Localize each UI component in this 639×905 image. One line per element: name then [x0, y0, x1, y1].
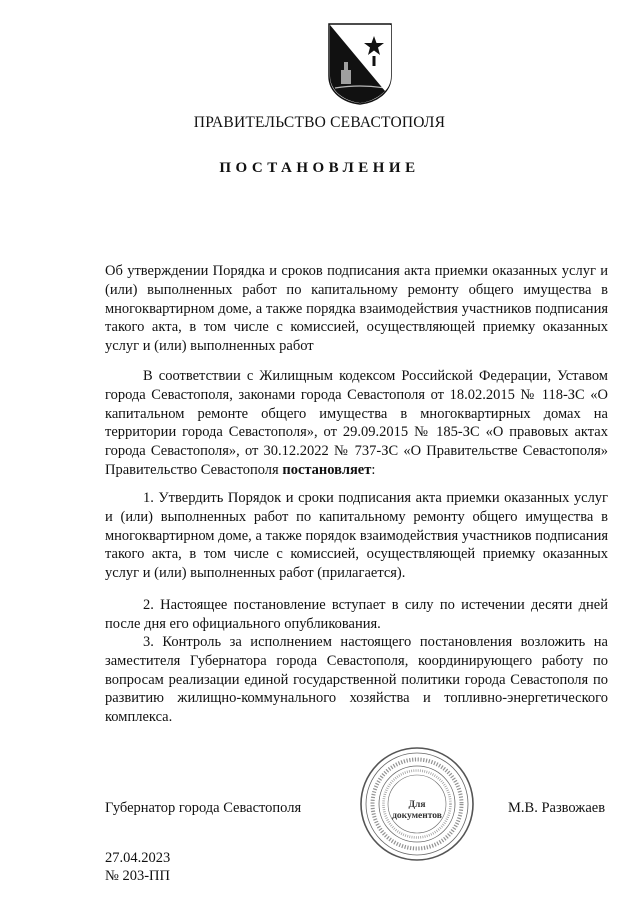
preamble-text: В соответствии с Жилищным кодексом Российской Федерации, Уставом города Севастополя, законами города Севастополя от 18.02.2015 № 118-ЗС «О капитальном ремонте общего имущества в многоквартирных домах на территории города Севастополя», от 29.09.2015 № 185-ЗС «О правовых актах города Севастополя», от 30.12.2022 № 737-ЗС «О Правительстве Севастополя» Правительство Севастополя	[105, 368, 608, 478]
resolution-item-1: 1. Утвердить Порядок и сроки подписания акта приемки оказанных услуг и (или) выполненных работ по капитальному ремонту общего имущества в многоквартирном доме, а также порядок взаимодействия участников подписания такого акта, в том числе с комиссией, осуществляющей приемку оказанных услуг и (или) выполненных работ (прилагается).	[105, 490, 608, 582]
document-preamble	[105, 367, 608, 480]
resolution-item-3: 3. Контроль за исполнением настоящего постановления возложить на заместителя Губернатора города Севастополя, координирующего работу по вопросам реализации единой государственной политики города Севастополя по развитию жилищно-коммунального хозяйства и топливно-энергетического комплекса.	[105, 634, 608, 726]
signer-name: М.В. Развожаев	[508, 800, 606, 816]
document-type-heading: ПОСТАНОВЛЕНИЕ	[219, 160, 420, 176]
document-subject: Об утверждении Порядка и сроков подписания акта приемки оказанных услуг и (или) выполненных работ по капитальному ремонту общего имущества в многоквартирном доме, а также порядка взаимодействия участников подписания такого акта, в том числе с комиссией, осуществляющей приемку оказанных услуг и (или) выполненных работ	[105, 263, 608, 355]
document-date: 27.04.2023	[105, 850, 171, 866]
sevastopol-coat-of-arms-icon	[327, 22, 393, 106]
document-number: № 203-ПП	[105, 868, 170, 884]
stamp-line-2: документов	[392, 810, 442, 821]
preamble-resolves: постановляет	[282, 461, 372, 478]
resolution-item-2: 2. Настоящее постановление вступает в силу по истечении десяти дней после дня его официального опубликования.	[105, 597, 608, 632]
signer-title: Губернатор города Севастополя	[105, 800, 302, 816]
stamp-line-1: Для	[408, 800, 426, 810]
preamble-colon: :	[371, 461, 376, 478]
organization-title: ПРАВИТЕЛЬСТВО СЕВАСТОПОЛЯ	[193, 114, 446, 131]
stamp-label	[358, 800, 476, 821]
